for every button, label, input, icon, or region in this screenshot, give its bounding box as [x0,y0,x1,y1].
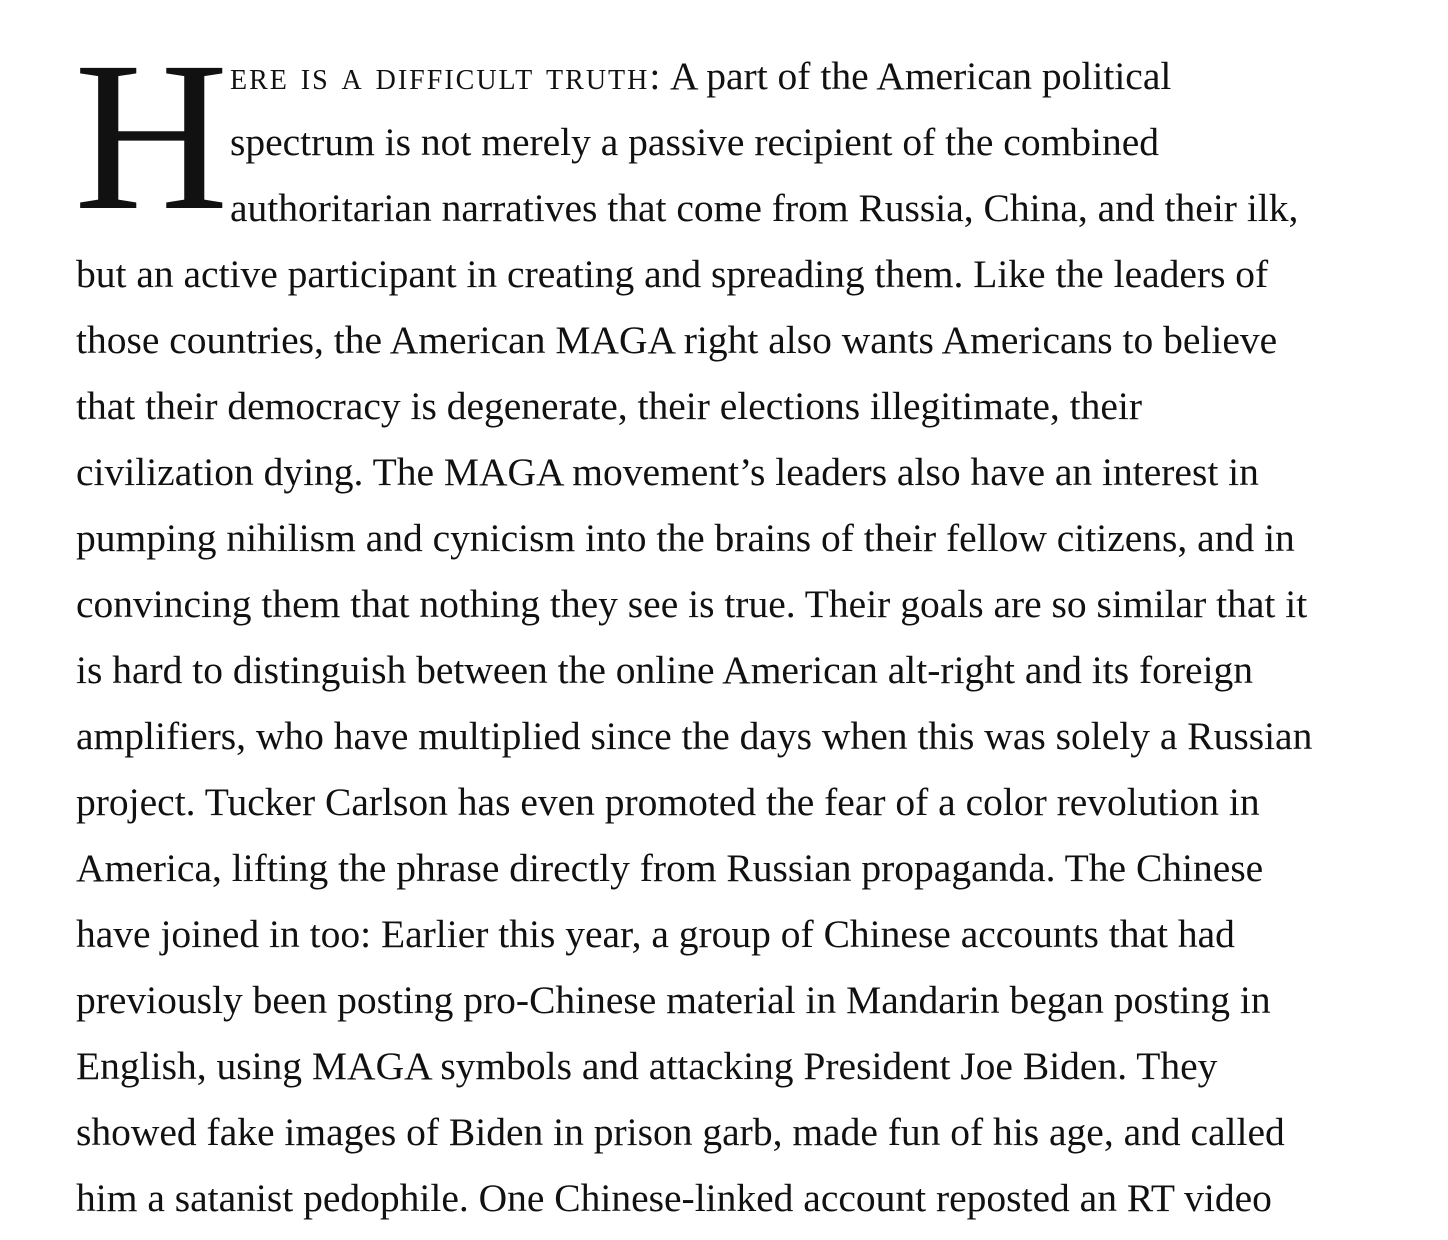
paragraph-line: spectrum is not merely a passive recipient of the combined [230,120,1160,164]
paragraph-line: him a satanist pedophile. One Chinese-linked account reposted an RT video [76,1176,1272,1220]
paragraph-line: is hard to distinguish between the online American alt-right and its foreign [76,648,1254,692]
paragraph-line: previously been posting pro-Chinese material in Mandarin began posting in [76,978,1271,1022]
lead-in: ere is a difficult truth: [230,54,663,98]
paragraph-line: convincing them that nothing they see is true. Their goals are so similar that it [76,582,1308,626]
paragraph-line: those countries, the American MAGA right also wants Americans to believe [76,318,1278,362]
paragraph-line: showed fake images of Biden in prison garb, made fun of his age, and called [76,1110,1285,1154]
line-text: A part of the American political [662,54,1172,98]
paragraph-line: authoritarian narratives that come from Russia, China, and their ilk, [230,186,1299,230]
paragraph-line: that their democracy is degenerate, their elections illegitimate, their [76,384,1143,428]
drop-cap: H [74,18,229,255]
paragraph-line: civilization dying. The MAGA movement’s leaders also have an interest in [76,450,1259,494]
paragraph-line: pumping nihilism and cynicism into the brains of their fellow citizens, and in [76,516,1295,560]
paragraph-line: project. Tucker Carlson has even promoted the fear of a color revolution in [76,780,1260,824]
paragraph-line: but an active participant in creating and spreading them. Like the leaders of [76,252,1269,296]
paragraph-line: English, using MAGA symbols and attacking President Joe Biden. They [76,1044,1218,1088]
paragraph-line [230,51,1171,101]
paragraph-line: have joined in too: Earlier this year, a group of Chinese accounts that had [76,912,1235,956]
paragraph-line: amplifiers, who have multiplied since the days when this was solely a Russian [76,714,1313,758]
paragraph-line: America, lifting the phrase directly from Russian propaganda. The Chinese [76,846,1264,890]
